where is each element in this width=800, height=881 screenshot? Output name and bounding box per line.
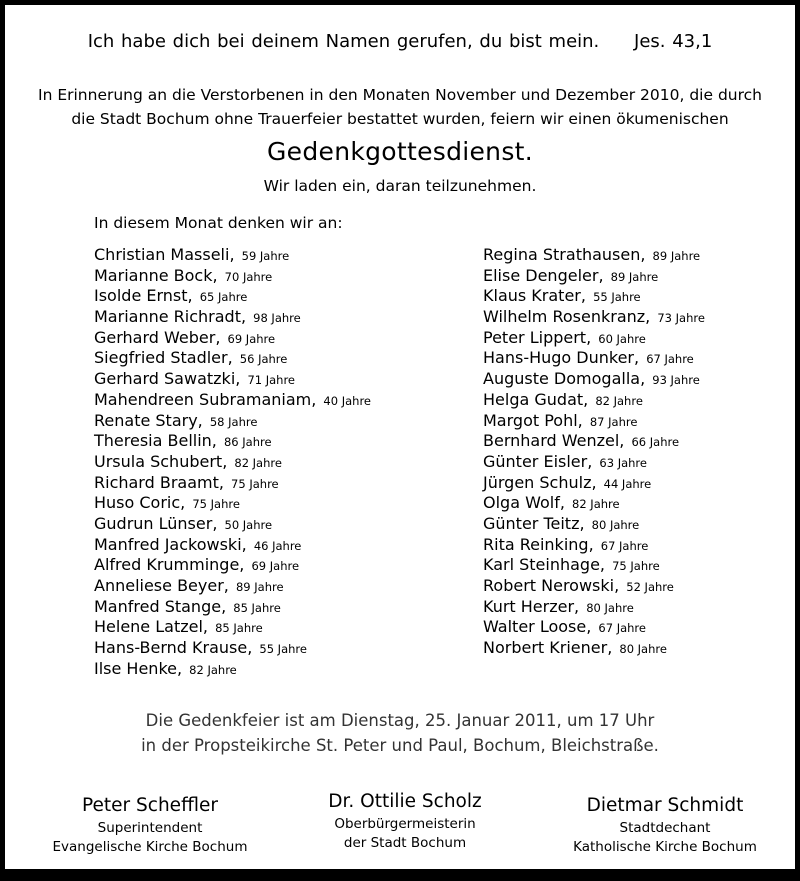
deceased-name: Auguste Domogalla, xyxy=(483,369,646,389)
signatory xyxy=(290,789,520,853)
closing-text xyxy=(5,708,795,758)
list-item xyxy=(94,659,371,680)
list-item xyxy=(94,638,371,659)
deceased-age: 82 Jahre xyxy=(572,497,620,512)
deceased-name: Isolde Ernst, xyxy=(94,286,193,306)
deceased-name: Margot Pohl, xyxy=(483,410,583,430)
signatory-role: Oberbürgermeisterin xyxy=(334,816,476,832)
month-heading: In diesem Monat denken wir an: xyxy=(94,214,343,232)
deceased-name: Robert Nerowski, xyxy=(483,576,620,595)
intro-text xyxy=(15,83,785,131)
list-item xyxy=(483,617,705,638)
list-item xyxy=(483,411,705,432)
signatory-role: Stadtdechant xyxy=(619,820,711,836)
deceased-age: 86 Jahre xyxy=(223,435,272,450)
signatory-name: Dr. Ottilie Scholz xyxy=(328,791,482,812)
deceased-age: 82 Jahre xyxy=(189,662,237,677)
deceased-name: Peter Lippert, xyxy=(483,327,592,347)
deceased-age: 59 Jahre xyxy=(241,249,290,263)
signatory-organisation: der Stadt Bochum xyxy=(343,835,467,851)
invitation: Wir laden ein, daran teilzunehmen. xyxy=(263,177,537,195)
list-item xyxy=(483,597,705,618)
deceased-age: 67 Jahre xyxy=(600,538,649,553)
signatory-name: Dietmar Schmidt xyxy=(586,795,744,816)
deceased-name: Ilse Henke, xyxy=(94,658,183,678)
deceased-age: 80 Jahre xyxy=(619,642,667,657)
list-item xyxy=(94,266,371,287)
list-item xyxy=(483,514,705,535)
bible-verse xyxy=(5,31,795,52)
deceased-name: Elise Dengeler, xyxy=(483,265,604,285)
list-item xyxy=(483,535,705,556)
deceased-age: 69 Jahre xyxy=(227,331,276,346)
deceased-name: Walter Loose, xyxy=(483,617,592,637)
deceased-age: 89 Jahre xyxy=(235,580,284,594)
signatory-organisation: Evangelische Kirche Bochum xyxy=(52,839,248,855)
list-item xyxy=(483,307,705,328)
deceased-age: 89 Jahre xyxy=(652,249,701,263)
deceased-age: 69 Jahre xyxy=(251,559,300,574)
deceased-age: 67 Jahre xyxy=(598,621,646,636)
list-item xyxy=(483,493,705,514)
list-item xyxy=(94,307,371,328)
list-item xyxy=(94,348,371,369)
list-item xyxy=(94,617,371,638)
deceased-age: 71 Jahre xyxy=(247,373,296,388)
deceased-age: 55 Jahre xyxy=(259,642,307,657)
closing-line: in der Propsteikirche St. Peter und Paul, Bochum, Bleichstraße. xyxy=(141,736,659,755)
deceased-age: 50 Jahre xyxy=(224,517,273,532)
deceased-name: Kurt Herzer, xyxy=(483,596,580,616)
deceased-age: 70 Jahre xyxy=(224,269,273,284)
deceased-age: 52 Jahre xyxy=(626,580,674,594)
list-item xyxy=(94,390,371,411)
deceased-name: Manfred Jackowski, xyxy=(94,534,247,554)
deceased-name: Gerhard Weber, xyxy=(94,327,221,347)
list-item xyxy=(94,286,371,307)
deceased-name: Manfred Stange, xyxy=(94,596,227,616)
deceased-name: Mahendreen Subramaniam, xyxy=(94,389,317,409)
intro-line: In Erinnerung an die Verstorbenen in den Monaten November und Dezember 2010, die durch xyxy=(38,86,762,104)
deceased-age: 66 Jahre xyxy=(631,435,680,450)
names-list-right xyxy=(483,245,705,659)
deceased-name: Günter Teitz, xyxy=(483,513,585,533)
list-item xyxy=(483,390,705,411)
deceased-name: Richard Braamt, xyxy=(94,472,224,492)
list-item xyxy=(483,452,705,473)
deceased-age: 44 Jahre xyxy=(603,476,652,491)
deceased-name: Christian Masseli, xyxy=(94,245,235,264)
signatory xyxy=(545,793,785,857)
deceased-name: Siegfried Stadler, xyxy=(94,348,233,368)
list-item xyxy=(94,597,371,618)
signatory-organisation: Katholische Kirche Bochum xyxy=(573,839,757,855)
deceased-name: Günter Eisler, xyxy=(483,451,593,471)
list-item xyxy=(483,431,705,452)
list-item xyxy=(483,369,705,390)
deceased-age: 60 Jahre xyxy=(598,331,646,346)
deceased-name: Gerhard Sawatzki, xyxy=(94,369,241,389)
list-item xyxy=(483,286,705,307)
headline: Gedenkgottesdienst. xyxy=(266,137,533,166)
deceased-age: 75 Jahre xyxy=(192,497,240,512)
obituary-notice xyxy=(5,5,795,869)
deceased-age: 65 Jahre xyxy=(199,290,248,305)
deceased-age: 73 Jahre xyxy=(657,311,705,326)
deceased-age: 46 Jahre xyxy=(253,538,302,553)
list-item xyxy=(94,431,371,452)
deceased-age: 85 Jahre xyxy=(233,600,281,615)
deceased-age: 93 Jahre xyxy=(652,373,700,388)
deceased-name: Hans-Bernd Krause, xyxy=(94,638,253,658)
deceased-age: 56 Jahre xyxy=(239,352,288,367)
list-item xyxy=(94,245,371,266)
deceased-age: 80 Jahre xyxy=(586,600,634,615)
deceased-age: 82 Jahre xyxy=(234,455,282,470)
names-list-left xyxy=(94,245,371,679)
deceased-name: Anneliese Beyer, xyxy=(94,576,229,595)
deceased-age: 80 Jahre xyxy=(591,517,640,532)
deceased-name: Rita Reinking, xyxy=(483,534,594,554)
deceased-age: 63 Jahre xyxy=(599,455,647,470)
closing-line: Die Gedenkfeier ist am Dienstag, 25. Januar 2011, um 17 Uhr xyxy=(145,711,655,730)
deceased-name: Gudrun Lünser, xyxy=(94,513,218,533)
deceased-name: Marianne Bock, xyxy=(94,265,218,285)
list-item xyxy=(483,555,705,576)
intro-line: die Stadt Bochum ohne Trauerfeier bestattet wurden, feiern wir einen ökumenischen xyxy=(71,110,729,128)
deceased-age: 75 Jahre xyxy=(612,559,660,574)
deceased-age: 40 Jahre xyxy=(323,393,371,408)
deceased-name: Regina Strathausen, xyxy=(483,245,646,264)
verse-text: Ich habe dich bei deinem Namen gerufen, du bist mein. xyxy=(87,31,600,52)
signatory-name: Peter Scheffler xyxy=(82,795,218,816)
deceased-name: Jürgen Schulz, xyxy=(483,472,597,492)
deceased-age: 55 Jahre xyxy=(593,290,641,305)
list-item xyxy=(483,348,705,369)
deceased-age: 89 Jahre xyxy=(610,269,659,284)
deceased-age: 87 Jahre xyxy=(589,414,638,429)
deceased-name: Klaus Krater, xyxy=(483,286,586,306)
deceased-age: 85 Jahre xyxy=(215,621,263,636)
list-item xyxy=(94,411,371,432)
list-item xyxy=(483,245,705,266)
deceased-age: 82 Jahre xyxy=(595,393,643,408)
deceased-name: Alfred Krumminge, xyxy=(94,555,245,575)
list-item xyxy=(94,473,371,494)
list-item xyxy=(94,514,371,535)
list-item xyxy=(94,369,371,390)
list-item xyxy=(94,493,371,514)
deceased-age: 58 Jahre xyxy=(209,414,258,429)
list-item xyxy=(483,328,705,349)
list-item xyxy=(94,576,371,597)
deceased-name: Huso Coric, xyxy=(94,493,186,513)
deceased-name: Renate Stary, xyxy=(94,410,203,430)
deceased-age: 67 Jahre xyxy=(646,352,694,367)
deceased-name: Wilhelm Rosenkranz, xyxy=(483,307,651,327)
deceased-age: 98 Jahre xyxy=(253,311,301,326)
list-item xyxy=(483,576,705,597)
list-item xyxy=(94,535,371,556)
deceased-name: Helene Latzel, xyxy=(94,617,208,637)
verse-reference: Jes. 43,1 xyxy=(634,31,713,52)
deceased-name: Ursula Schubert, xyxy=(94,451,228,471)
deceased-name: Marianne Richradt, xyxy=(94,307,247,327)
signatory-role: Superintendent xyxy=(97,820,203,836)
signatory xyxy=(35,793,265,857)
deceased-name: Theresia Bellin, xyxy=(94,431,217,451)
deceased-name: Olga Wolf, xyxy=(483,493,565,513)
deceased-name: Karl Steinhage, xyxy=(483,555,606,575)
deceased-name: Bernhard Wenzel, xyxy=(483,431,625,451)
deceased-name: Norbert Kriener, xyxy=(483,638,613,658)
list-item xyxy=(483,473,705,494)
list-item xyxy=(94,555,371,576)
list-item xyxy=(483,638,705,659)
list-item xyxy=(483,266,705,287)
list-item xyxy=(94,328,371,349)
deceased-name: Helga Gudat, xyxy=(483,389,589,409)
list-item xyxy=(94,452,371,473)
deceased-name: Hans-Hugo Dunker, xyxy=(483,348,640,368)
deceased-age: 75 Jahre xyxy=(231,476,279,491)
